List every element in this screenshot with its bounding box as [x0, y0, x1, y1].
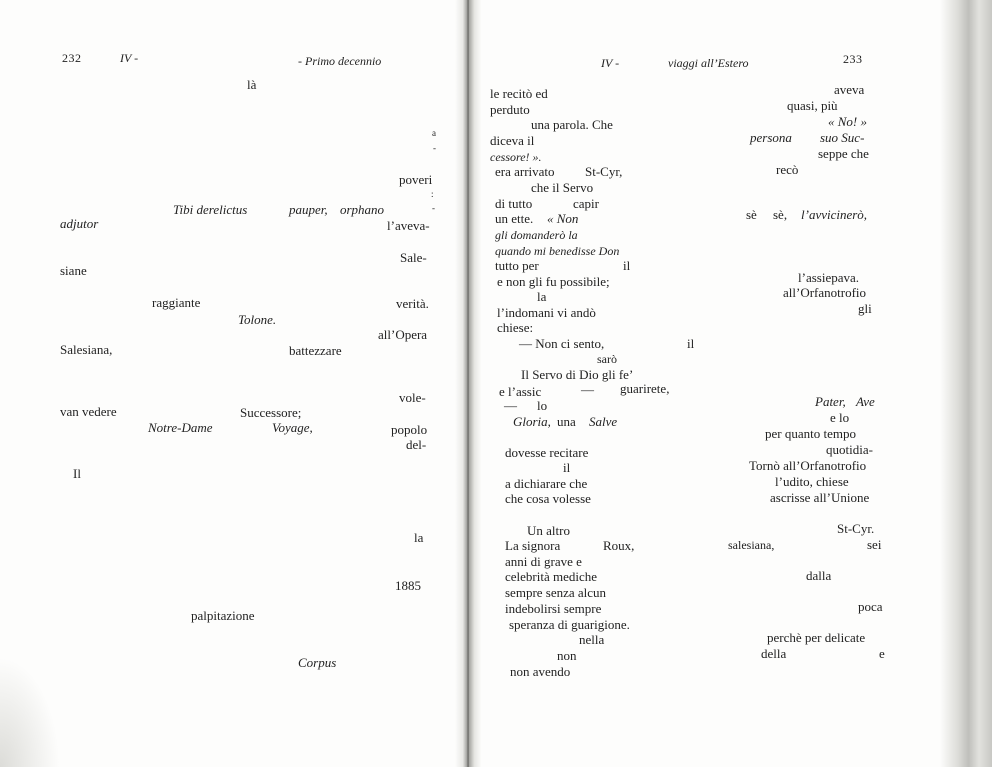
text-line: Ave [856, 394, 875, 409]
text-line: St-Cyr. [837, 521, 875, 536]
text-line: le recitò ed [490, 86, 548, 101]
text-line: guarirete, [620, 381, 670, 396]
text-line: e lo [830, 410, 850, 425]
text-line: una [557, 414, 576, 429]
text-line: — Non ci sento, [519, 336, 605, 351]
text-line: poveri [399, 172, 433, 187]
text-line: sei [867, 537, 882, 552]
header-left-chapter: IV - [120, 51, 139, 65]
text-line: Corpus [298, 655, 337, 670]
text-line: nella [579, 632, 605, 647]
text-line: Successore; [240, 405, 302, 420]
text-line: « No! » [828, 114, 867, 129]
text-line: e non gli fu possibile; [497, 274, 610, 289]
text-line: diceva il [490, 133, 535, 148]
text-line: aveva [834, 82, 865, 97]
text-line: perchè per delicate [767, 630, 866, 645]
text-line: seppe che [818, 146, 869, 161]
text-line: Voyage, [272, 420, 313, 435]
text-line: - [433, 143, 436, 153]
text-line: battezzare [289, 343, 342, 358]
text-line: un ette. [495, 211, 534, 226]
text-line: l’assiepava. [798, 270, 860, 285]
text-line: cessore! ». [490, 150, 542, 164]
text-line: palpitazione [191, 608, 255, 623]
text-line: — [504, 398, 517, 413]
text-line: sempre senza alcun [505, 585, 607, 600]
text-line: quando mi benedisse Don [495, 244, 620, 258]
text-line: van vedere [60, 404, 117, 419]
text-line: Notre-Dame [148, 420, 213, 435]
text-line: che cosa volesse [505, 491, 591, 506]
text-line: raggiante [152, 295, 201, 310]
corner-shadow [0, 657, 60, 767]
text-line: poca [858, 599, 883, 614]
text-line: ascrisse all’Unione [770, 490, 870, 505]
text-line: dovesse recitare [505, 445, 589, 460]
text-line: verità. [396, 296, 429, 311]
text-line: speranza di guarigione. [509, 617, 630, 632]
text-line: la [537, 289, 547, 304]
text-line: all’Orfanotrofio [783, 285, 867, 300]
text-line: Il [73, 466, 81, 481]
text-line: di tutto [495, 196, 533, 211]
text-line: suo Suc- [820, 130, 865, 145]
text-line: era arrivato [495, 164, 555, 179]
text-line: Pater, [815, 394, 846, 409]
text-line: : [431, 189, 434, 199]
header-right-title: viaggi all’Estero [668, 56, 749, 70]
text-line: l’avvicinerò, [801, 207, 868, 222]
text-line: il [687, 336, 695, 351]
text-line: Tibi derelictus [173, 202, 248, 217]
text-line: perduto [490, 102, 530, 117]
text-line: per quanto tempo [765, 426, 856, 441]
text-line: a dichiarare che [505, 476, 588, 491]
text-line: Sale- [400, 250, 427, 265]
text-line: popolo [391, 422, 428, 437]
text-line: Gloria, [513, 414, 551, 429]
text-line: celebrità mediche [505, 569, 598, 584]
text-line: « Non [547, 211, 579, 226]
text-line: Il Servo di Dio gli fe’ [521, 367, 634, 382]
page-number-left: 232 [62, 51, 82, 65]
text-line: non avendo [510, 664, 571, 679]
book-gutter [455, 0, 481, 767]
text-line: gli [858, 301, 872, 316]
text-line: Tornò all’Orfanotrofio [749, 458, 867, 473]
text-line: dalla [806, 568, 832, 583]
text-line: gli domanderò la [495, 228, 578, 242]
text-line: sè, [773, 207, 788, 222]
text-line: recò [776, 162, 799, 177]
text-line: Tolone. [238, 312, 277, 327]
text-line: anni di grave e [505, 554, 582, 569]
text-line: indebolirsi sempre [505, 601, 602, 616]
text-line: quasi, più [787, 98, 838, 113]
text-line: Salve [589, 414, 618, 429]
text-line: tutto per [495, 258, 539, 273]
text-line: persona [750, 130, 792, 145]
text-line: il [563, 460, 571, 475]
page-edge-shadow [940, 0, 992, 767]
text-line: una parola. Che [531, 117, 613, 132]
text-line: all’Opera [378, 327, 428, 342]
text-line: siane [60, 263, 87, 278]
text-line: chiese: [497, 320, 534, 335]
text-line: — [581, 382, 594, 397]
text-line: lo [537, 398, 548, 413]
text-line: l’indomani vi andò [497, 305, 596, 320]
text-line: pauper, [289, 202, 328, 217]
text-line: Roux, [603, 538, 635, 553]
text-line: l’aveva- [387, 218, 430, 233]
text-line: La signora [505, 538, 561, 553]
text-line: sarò [597, 352, 617, 366]
text-line: che il Servo [531, 180, 594, 195]
text-line: sè [746, 207, 757, 222]
text-line: Un altro [527, 523, 570, 538]
text-line: - [432, 203, 435, 213]
header-left-title: - Primo decennio [298, 54, 382, 68]
text-line: 1885 [395, 578, 421, 593]
text-line: e l’assic [499, 384, 542, 399]
text-line: adjutor [60, 216, 99, 231]
text-line: Salesiana, [60, 342, 113, 357]
text-line: vole- [399, 390, 426, 405]
text-line: del- [406, 437, 427, 452]
text-line: quotidia- [826, 442, 873, 457]
text-line: là [247, 77, 257, 92]
text-line: capir [573, 196, 599, 211]
text-line: non [557, 648, 577, 663]
text-line: e [879, 646, 885, 661]
text-line: a [432, 128, 436, 138]
text-line: il [623, 258, 631, 273]
page-number-right: 233 [843, 52, 863, 66]
text-line: della [761, 646, 787, 661]
text-line: St-Cyr, [585, 164, 623, 179]
header-right-chapter: IV - [601, 56, 620, 70]
text-line: la [414, 530, 424, 545]
text-line: salesiana, [728, 538, 775, 552]
text-line: orphano [340, 202, 385, 217]
text-line: l’udito, chiese [775, 474, 849, 489]
